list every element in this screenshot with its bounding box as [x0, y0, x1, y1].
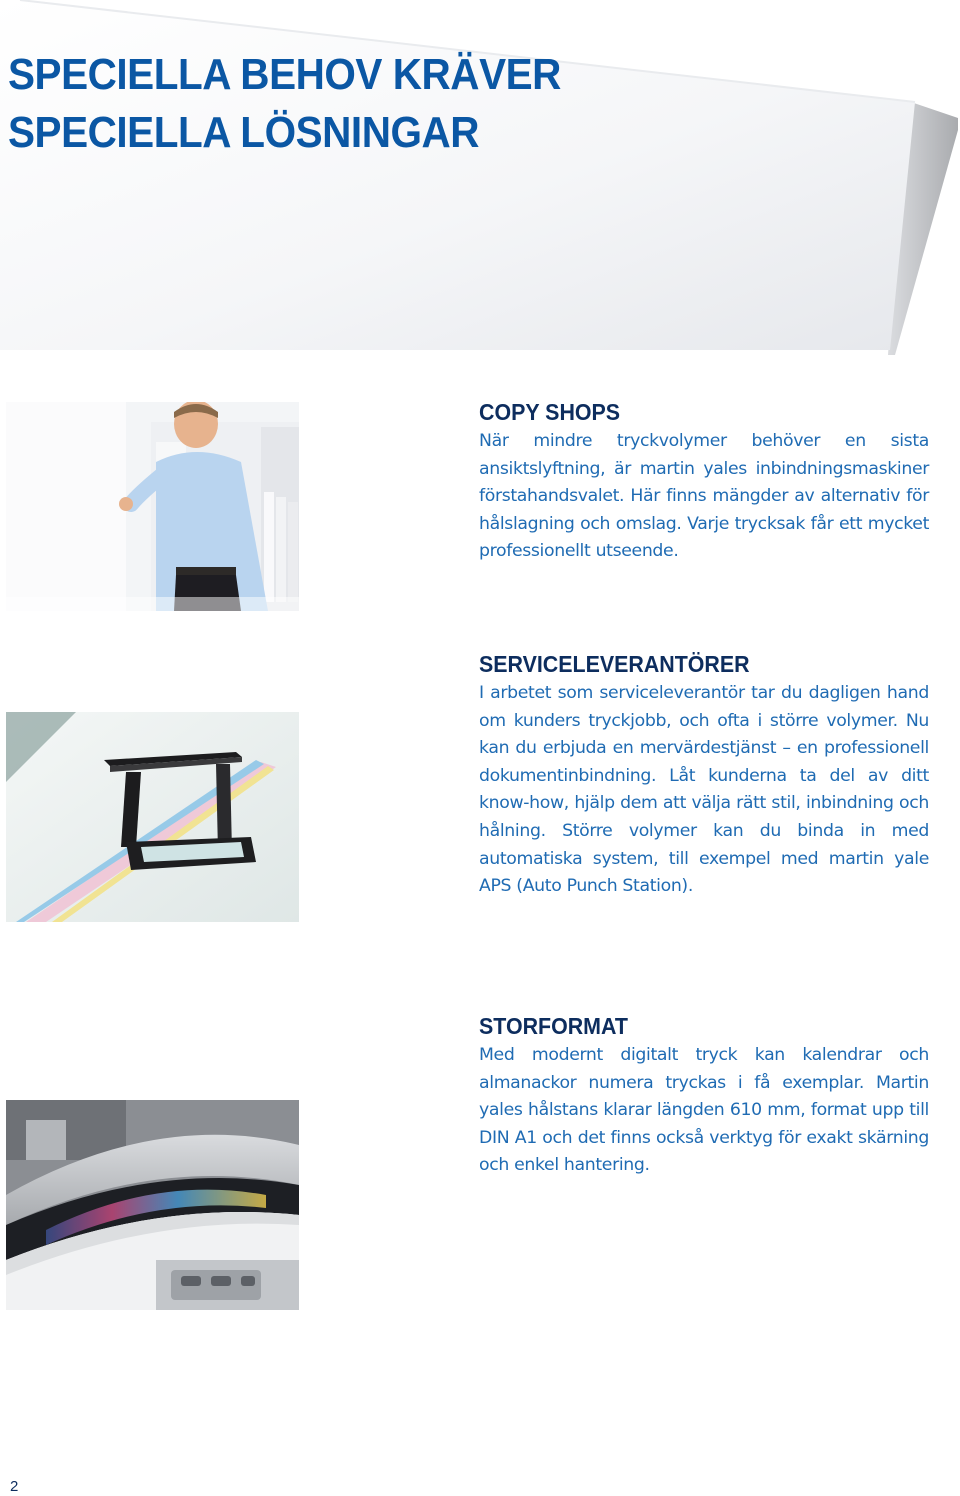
section-heading: STORFORMAT	[479, 1013, 628, 1039]
section-storformat	[479, 1012, 929, 1180]
page-title	[8, 46, 561, 162]
section-body: När mindre tryckvolymer behöver en sista ansiktslyftning, är martin yales inbindningsmaskiner förstahandsvalet. Här finns mängder av alternativ för hålslagning och omslag. Varje trycksak får ett mycket professionellt utseende.	[479, 431, 929, 562]
page-title-line-2: SPECIELLA LÖSNINGAR	[8, 108, 480, 157]
section-body: I arbetet som serviceleverantör tar du dagligen hand om kunders tryckjobb, och ofta i större volymer. Nu kan du erbjuda en mervärdestjänst – en professionell dokumentinbindning. Låt kunderna ta del av ditt know-how, hjälp dem att välja rätt stil, inbindning och hålning. Större volymer kan du binda in med automatiska system, till exempel med martin yale APS (Auto Punch Station).	[479, 683, 929, 897]
section-heading: SERVICELEVERANTÖRER	[479, 651, 750, 677]
section-body: Med modernt digitalt tryck kan kalendrar och almanackor numera tryckas i få exemplar. Martin yales hålstans klarar längden 610 mm, format upp till DIN A1 och det finns också verktyg för exakt skärning och enkel hantering.	[479, 1045, 929, 1176]
man-at-office-shelf-photo	[6, 402, 299, 611]
section-copy-shops	[479, 398, 929, 566]
section-serviceleverantorer	[479, 650, 929, 901]
page-title-line-1: SPECIELLA BEHOV KRÄVER	[8, 50, 561, 99]
large-format-printer-photo	[6, 1100, 299, 1310]
magnifier-loupe-on-color-strip-photo	[6, 712, 299, 922]
page-number: 2	[10, 1478, 19, 1495]
section-heading: COPY SHOPS	[479, 399, 621, 425]
